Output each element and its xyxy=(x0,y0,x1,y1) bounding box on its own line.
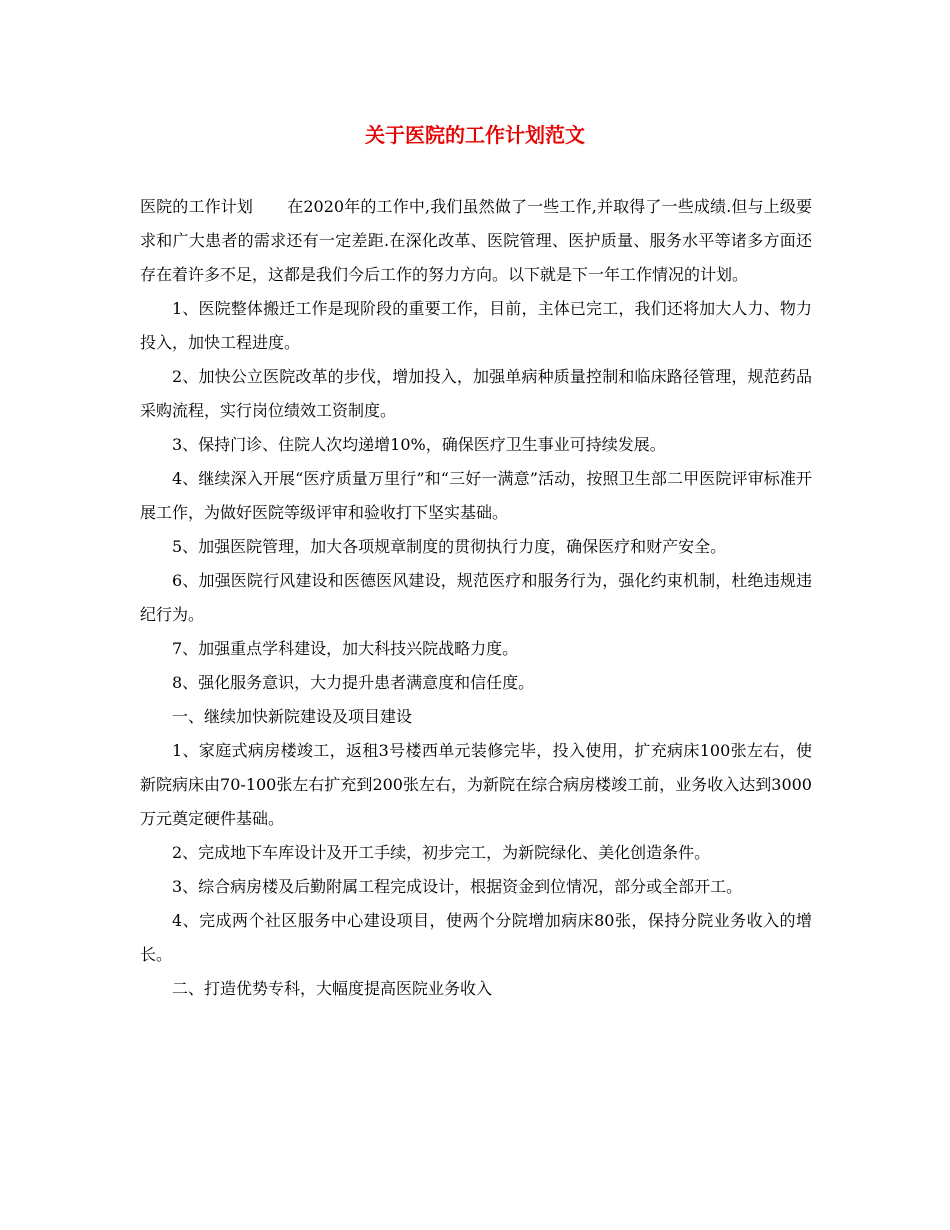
intro-text: 在2020年的工作中,我们虽然做了一些工作,并取得了一些成绩.但与上级要求和广大患者的需求还有一定差距.在深化改革、医院管理、医护质量、服务水平等诸多方面还存在着许多不足，这都是我们今后工作的努力方向。以下就是下一年工作情况的计划。 xyxy=(140,197,812,284)
paragraph-10: 2、完成地下车库设计及开工手续，初步完工，为新院绿化、美化创造条件。 xyxy=(172,843,711,862)
section-heading-2: 二、打造优势专科，大幅度提高医院业务收入 xyxy=(172,979,493,998)
paragraph-7: 7、加强重点学科建设，加大科技兴院战略力度。 xyxy=(172,639,519,658)
paragraph-5: 5、加强医院管理，加大各项规章制度的贯彻执行力度，确保医疗和财产安全。 xyxy=(172,537,727,556)
paragraph-1: 1、医院整体搬迁工作是现阶段的重要工作，目前，主体已完工，我们还将加大人力、物力投入，加快工程进度。 xyxy=(140,299,812,352)
paragraph-8: 8、强化服务意识，大力提升患者满意度和信任度。 xyxy=(172,673,535,692)
intro-heading: 医院的工作计划 xyxy=(140,197,254,216)
section-heading-1: 一、继续加快新院建设及项目建设 xyxy=(172,707,413,726)
document-title: 关于医院的工作计划范文 xyxy=(365,123,585,147)
paragraph-2: 2、加快公立医院改革的步伐，增加投入，加强单病种质量控制和临床路径管理，规范药品采购流程，实行岗位绩效工资制度。 xyxy=(140,367,812,420)
paragraph-6: 6、加强医院行风建设和医德医风建设，规范医疗和服务行为，强化约束机制，杜绝违规违纪行为。 xyxy=(140,571,812,624)
paragraph-11: 3、综合病房楼及后勤附属工程完成设计，根据资金到位情况，部分或全部开工。 xyxy=(172,877,743,896)
paragraph-9: 1、家庭式病房楼竣工，返租3号楼西单元装修完毕，投入使用，扩充病床100张左右，使新院病床由70-100张左右扩充到200张左右，为新院在综合病房楼竣工前，业务收入达到3000万元奠定硬件基础。 xyxy=(140,741,812,828)
intro-paragraph xyxy=(140,190,812,292)
paragraph-4: 4、继续深入开展“医疗质量万里行”和“三好一满意”活动，按照卫生部二甲医院评审标准开展工作，为做好医院等级评审和验收打下坚实基础。 xyxy=(140,469,812,522)
document-body xyxy=(140,190,812,1006)
paragraph-12: 4、完成两个社区服务中心建设项目，使两个分院增加病床80张，保持分院业务收入的增长。 xyxy=(140,911,812,964)
paragraph-3: 3、保持门诊、住院人次均递增10%，确保医疗卫生事业可持续发展。 xyxy=(172,435,666,454)
